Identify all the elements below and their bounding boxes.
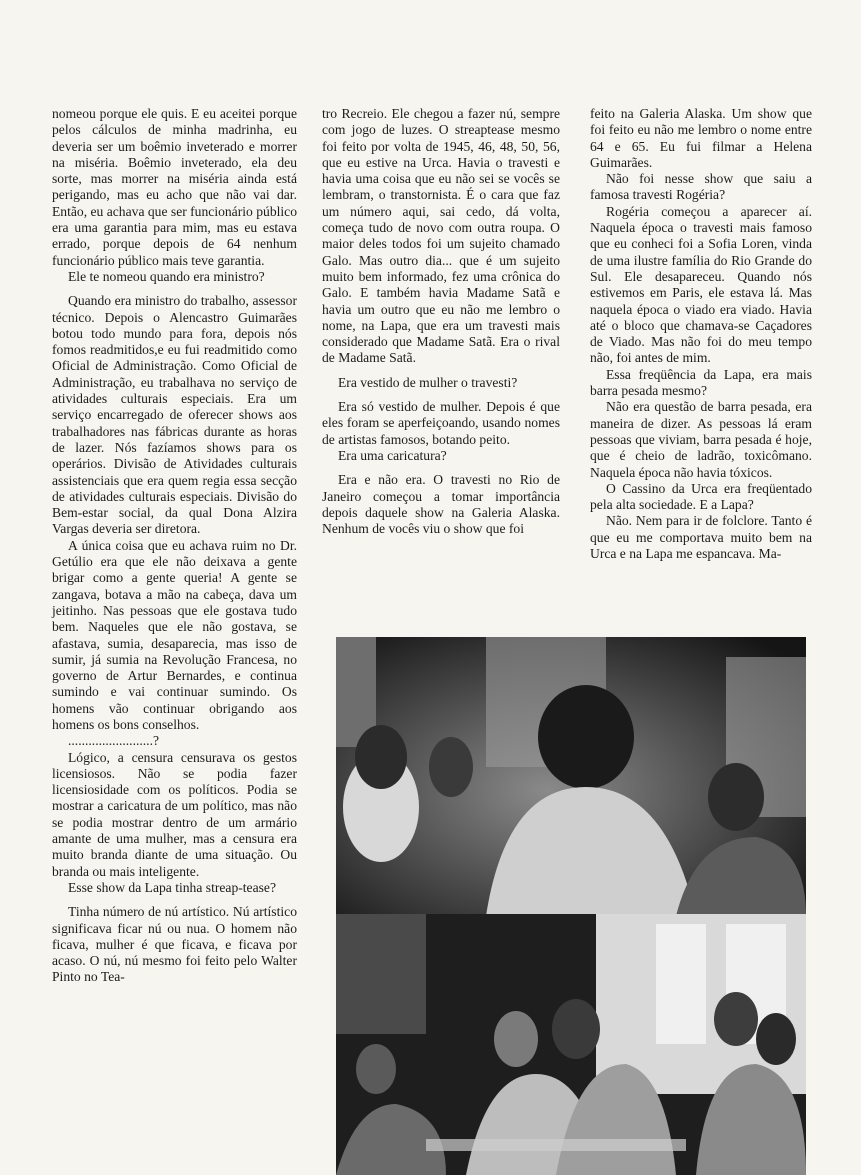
interview-question: Esse show da Lapa tinha streap-tease?: [68, 879, 276, 895]
interview-question: Não foi nesse show que saiu a famosa travesti Rogéria?: [590, 171, 812, 203]
interview-question: Ele te nomeou quando era ministro?: [68, 268, 265, 284]
text-column-2: [322, 106, 560, 537]
interview-question: Era uma caricatura?: [338, 447, 447, 463]
interview-question: Era vestido de mulher o travesti?: [338, 374, 518, 390]
interview-question: Essa freqüência da Lapa, era mais barra pesada mesmo?: [590, 366, 812, 399]
photo-bar-interior: [336, 637, 806, 916]
text-column-1: [52, 106, 297, 986]
paragraph: Não era questão de barra pesada, era maneira de dizer. As pessoas lá eram pessoas que viviam, barra pesada é hoje, que é cheio de ladrão, toxicômano. Naquela época não havia tóxicos.: [590, 399, 812, 480]
paragraph: Era só vestido de mulher. Depois é que eles foram se aperfeiçoando, usando nomes de artistas famosos, botando peito.: [322, 399, 560, 447]
paragraph: .........................?: [68, 733, 159, 749]
photo-group-at-table: [336, 914, 806, 1175]
paragraph: feito na Galeria Alaska. Um show que foi feito eu não me lembro o nome entre 64 e 65. Eu fui filmar a Helena Guimarães.: [590, 106, 812, 170]
paragraph: Quando era ministro do trabalho, assessor técnico. Depois o Alencastro Guimarães botou todo mundo para fora, depois nós fomos readmitidos,e eu fui readmitido como Oficial de Administração. Como Oficial de Administração, eu trabalhava no serviço de atividades culturais especiais. Era um serviço encarregado de oferecer shows aos trabalhadores nas fábricas durante as horas de lazer. Nós fazíamos shows para os operários. Divisão de Atividades culturais assistenciais que era quem regia essa secção de atividades culturais especiais. Divisão do Bem-estar social, da qual Dona Alzira Vargas deveria ser diretora.: [52, 293, 297, 537]
text-column-3: [590, 106, 812, 562]
interview-question: O Cassino da Urca era freqüentado pela alta sociedade. E a Lapa?: [590, 480, 812, 513]
paragraph: Lógico, a censura censurava os gestos licensiosos. Não se podia fazer licensiosidade com os políticos. Podia se mostrar a caricatura de um político, mas não se podia mostrar dentro de um armário amante de uma mulher, mas a censura era muito branda diante de uma situação. Ou branda ou mais inteligente.: [52, 749, 297, 879]
paragraph: Não. Nem para ir de folclore. Tanto é que eu me comportava muito bem na Urca e na Lapa me espancava. Ma-: [590, 513, 812, 562]
paragraph: A única coisa que eu achava ruim no Dr. Getúlio era que ele não deixava a gente brigar como a gente queria! A gente se zangava, botava a mão na cabeça, dava um jeitinho. Nas pessoas que ele gostava tudo bem. Naqueles que ele não gostava, se afastava, sumia, desaparecia, mas isso de sumir, já sumia na Revolução Francesa, no governo de Artur Bernardes, e continua sumindo e vai continuar sumindo. Os homens vão continuar obrigando aos homens os bons conselhos.: [52, 537, 297, 732]
paragraph: Tinha número de nú artístico. Nú artístico significava ficar nú ou nua. O homem não ficava, mulher é que ficava, e ficava por acaso. O nú, nú mesmo foi feito pelo Walter Pinto no Tea-: [52, 904, 297, 985]
paragraph: Rogéria começou a aparecer aí. Naquela época o travesti mais famoso que eu conheci foi a Sofia Loren, vinda de uma ilustre família do Rio Grande do Sul. Ele desapareceu. Quando nós estivemos em Paris, ele estava lá. Mas naquela época o viado era viado. Havia até o bloco que chamava-se Caçadores de Viado. Mas não foi do meu tempo não, foi antes de mim.: [590, 203, 812, 366]
paragraph: Era e não era. O travesti no Rio de Janeiro começou a tomar importância depois daquele show na Galeria Alaska. Nenhum de vocês viu o show que foi: [322, 472, 560, 537]
paragraph: nomeou porque ele quis. E eu aceitei porque pelos cálculos de minha madrinha, eu deveria ser um boêmio inveterado e morrer na miséria. Boêmio inveterado, ela deu sorte, mas morrer na miséria ainda está perigando, mas eu acho que não vai dar. Então, eu achava que ser funcionário público era uma garantia para mim, mas eu estava errado, porque depois de 64 nenhum funcionário público mais teve garantia.: [52, 106, 297, 268]
paragraph: tro Recreio. Ele chegou a fazer nú, sempre com jogo de luzes. O streaptease mesmo foi feito por volta de 1945, 46, 48, 50, 56, que eu estive na Urca. Havia o travesti e havia uma coisa que eu não sei se vocês se lembram, o transtornista. É o cara que faz um número aqui, sai cedo, dá volta, começa tudo de novo com outra roupa. O maior deles todos foi um sujeito chamado Galo. Mas outro dia... que é um sujeito muito bem informado, fez uma crônica do Galo. E também havia Madame Satã e havia um outro que eu não me lembro o nome, na Lapa, que era um travesti mais considerado que Madame Satã. Era o rival de Madame Satã.: [322, 106, 560, 366]
